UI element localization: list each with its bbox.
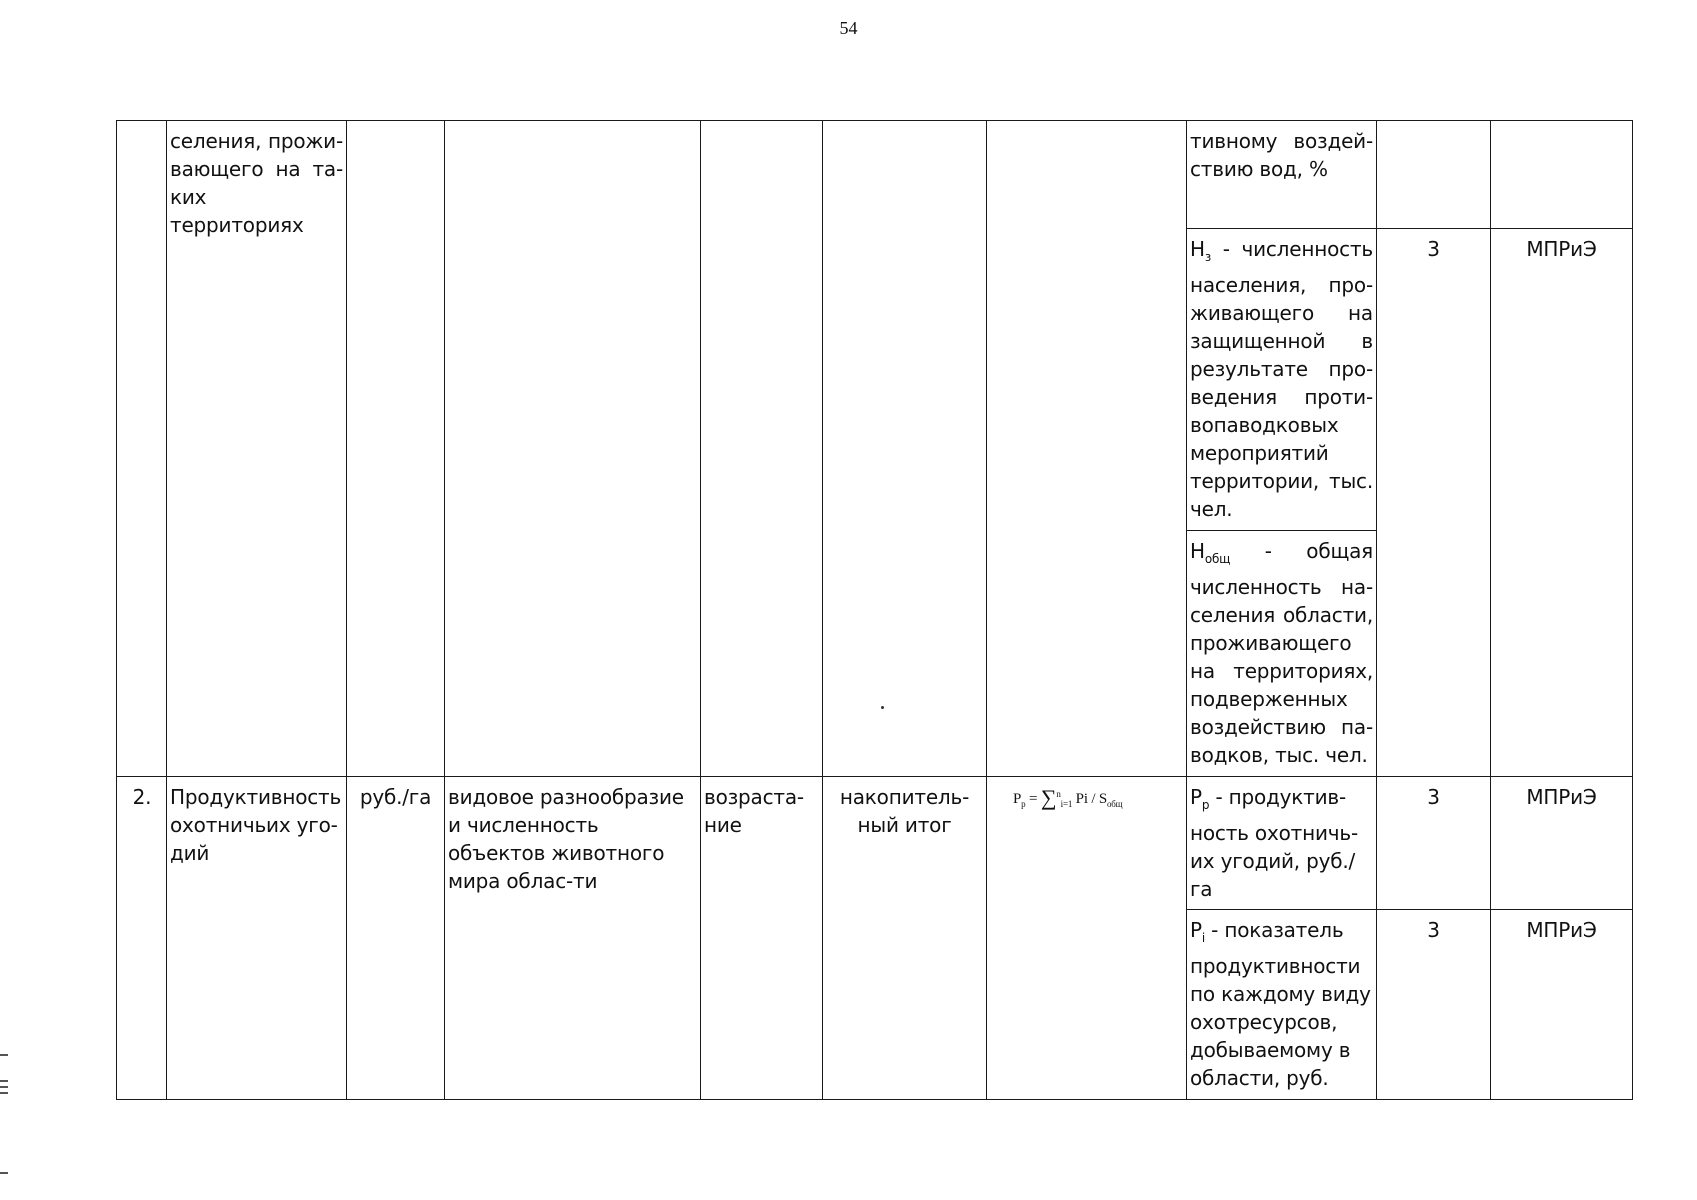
formula-equals: = [1025,791,1041,807]
variable-symbol: P [1190,785,1202,809]
cell-calculation-type [823,777,987,1100]
formula [1013,785,1123,810]
scan-speck [881,706,884,709]
variable-symbol: Н [1190,539,1205,563]
cell-unit [347,121,445,777]
cell-number [117,121,167,777]
variable-description-text: - численность населения, про-живающего на защищенной в результате про-ведения проти-вопаводковых мероприятий территории, тыс. чел. [1190,237,1373,521]
source-code-text: 3 [1427,785,1440,809]
margin-mark [0,1172,8,1174]
variable-subscript: общ [1204,552,1231,566]
formula-sum-lower: i=1 [1060,799,1073,809]
cell-responsible [1491,777,1633,910]
trend-text: возраста-ние [704,785,804,837]
formula-term: Pi / S [1072,791,1107,807]
cell-number [117,777,167,1100]
margin-mark [0,1080,8,1082]
margin-mark [0,1086,8,1088]
variable-subscript: з [1204,250,1212,264]
row-number-text: 2. [132,785,152,809]
cell-unit [347,777,445,1100]
cell-responsible [1491,229,1633,777]
description-text: видовое разнообразие и численность объектов животного мира облас-ти [448,785,684,893]
variable-symbol: P [1190,918,1202,942]
cell-variable-description [1187,777,1377,910]
margin-mark [0,1054,8,1056]
responsible-text: МПРиЭ [1526,237,1597,261]
cell-responsible [1491,121,1633,229]
variable-subscript: i [1201,931,1206,945]
indicator-table-wrapper [116,120,1632,1100]
table-row [117,777,1633,910]
margin-mark [0,1092,8,1094]
indicator-name-text: Продуктивность охотничьих уго-дий [170,785,342,865]
cell-indicator-name [167,121,347,777]
formula-lhs: P [1013,791,1022,807]
formula-term-subscript: общ [1107,799,1123,809]
unit-text: руб./га [359,785,432,809]
source-code-text: 3 [1427,918,1440,942]
formula-lhs-subscript: р [1021,799,1026,809]
cell-source-code [1377,910,1491,1100]
cell-source-code [1377,229,1491,777]
cell-source-code [1377,121,1491,229]
indicator-table [116,120,1633,1100]
sum-symbol-icon: ∑ [1040,785,1057,810]
cell-responsible [1491,910,1633,1100]
variable-subscript: р [1201,798,1210,812]
variable-description-text: - показатель продуктивности по каждому виду охотресурсов, добываемому в области, руб. [1190,918,1371,1090]
cell-formula [987,121,1187,777]
variable-description-text: - общая численность на-селения области, проживающего на территориях, подверженных воздействию па-водков, тыс. чел. [1190,539,1373,767]
cell-variable-description [1187,910,1377,1100]
indicator-name-text: селения, прожи-вающего на та-ких территориях [170,129,343,237]
cell-formula [987,777,1187,1100]
cell-description [445,121,701,777]
formula-sum-upper: n [1056,789,1061,799]
cell-calculation-type [823,121,987,777]
variable-description-text: - продуктив-ность охотничь-их угодий, руб./га [1190,785,1358,901]
variable-description-text: тивному воздей-ствию вод, % [1190,129,1373,181]
cell-variable-description [1187,121,1377,229]
cell-variable-description [1187,531,1377,777]
cell-description [445,777,701,1100]
cell-trend [701,121,823,777]
table-row [117,121,1633,229]
calculation-type-text: накопитель-ный итог [839,785,970,837]
responsible-text: МПРиЭ [1526,918,1597,942]
cell-indicator-name [167,777,347,1100]
cell-variable-description [1187,229,1377,531]
cell-trend [701,777,823,1100]
page-number: 54 [839,18,858,38]
variable-symbol: Н [1190,237,1205,261]
cell-source-code [1377,777,1491,910]
responsible-text: МПРиЭ [1526,785,1597,809]
source-code-text: 3 [1427,237,1440,261]
